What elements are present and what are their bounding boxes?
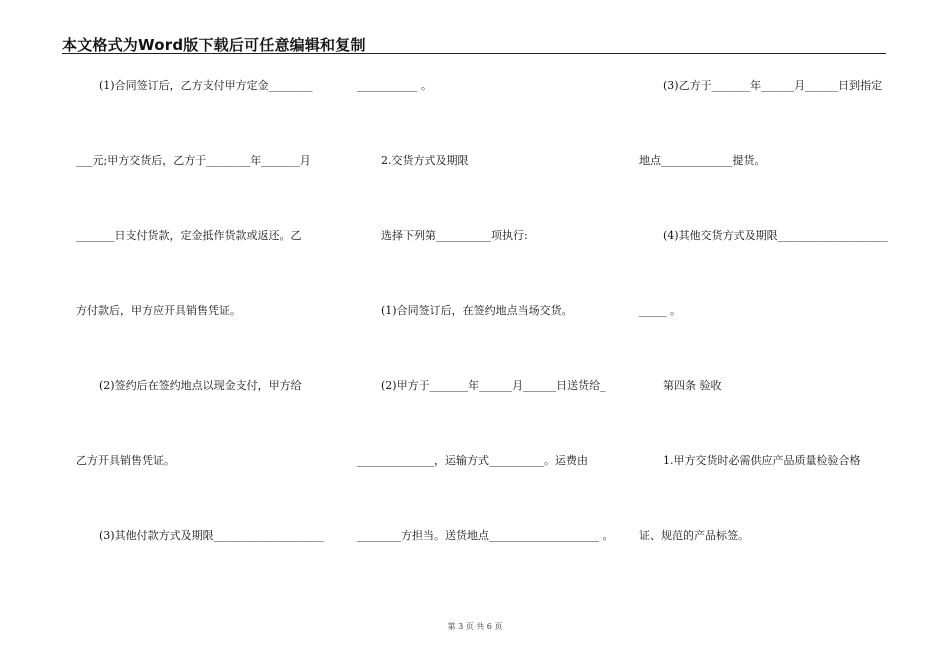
text-line: 地点_____________提货。: [639, 154, 766, 167]
text-line: (1)合同签订后，乙方支付甲方定金________: [99, 79, 313, 92]
text-line: (3)其他付款方式及期限____________________: [99, 529, 324, 542]
text-line: 选择下列第__________项执行:: [381, 229, 528, 242]
text-line: (4)其他交货方式及期限____________________: [663, 229, 888, 242]
text-line: 方付款后，甲方应开具销售凭证。: [76, 304, 241, 317]
text-line: ___元;甲方交货后，乙方于________年_______月: [76, 154, 311, 167]
text-line: ___________ 。: [357, 79, 432, 92]
text-line: (2)签约后在签约地点以现金支付，甲方给: [99, 379, 302, 392]
text-line: (1)合同签订后，在签约地点当场交货。: [381, 304, 573, 317]
text-line: ______________，运输方式__________。运费由: [357, 454, 588, 467]
section-heading: 第四条 验收: [663, 379, 722, 392]
page-number: 第 3 页 共 6 页: [447, 622, 503, 631]
page-header-title: 本文格式为Word版下载后可任意编辑和复制: [62, 36, 366, 54]
text-line: 乙方开具销售凭证。: [76, 454, 175, 467]
text-line: (2)甲方于_______年______月______日送货给_: [381, 379, 606, 392]
text-line: 1.甲方交货时必需供应产品质量检验合格: [663, 454, 861, 467]
text-line: _______日支付货款，定金抵作货款或返还。乙: [76, 229, 302, 242]
text-line: ________方担当。送货地点____________________ 。: [357, 529, 614, 542]
text-line: 2.交货方式及期限: [381, 154, 469, 167]
text-line: 证、规范的产品标签。: [639, 529, 749, 542]
text-line: (3)乙方于_______年______月______日到指定: [663, 79, 883, 92]
header-divider: [62, 53, 886, 54]
text-line: _____ 。: [639, 304, 681, 317]
